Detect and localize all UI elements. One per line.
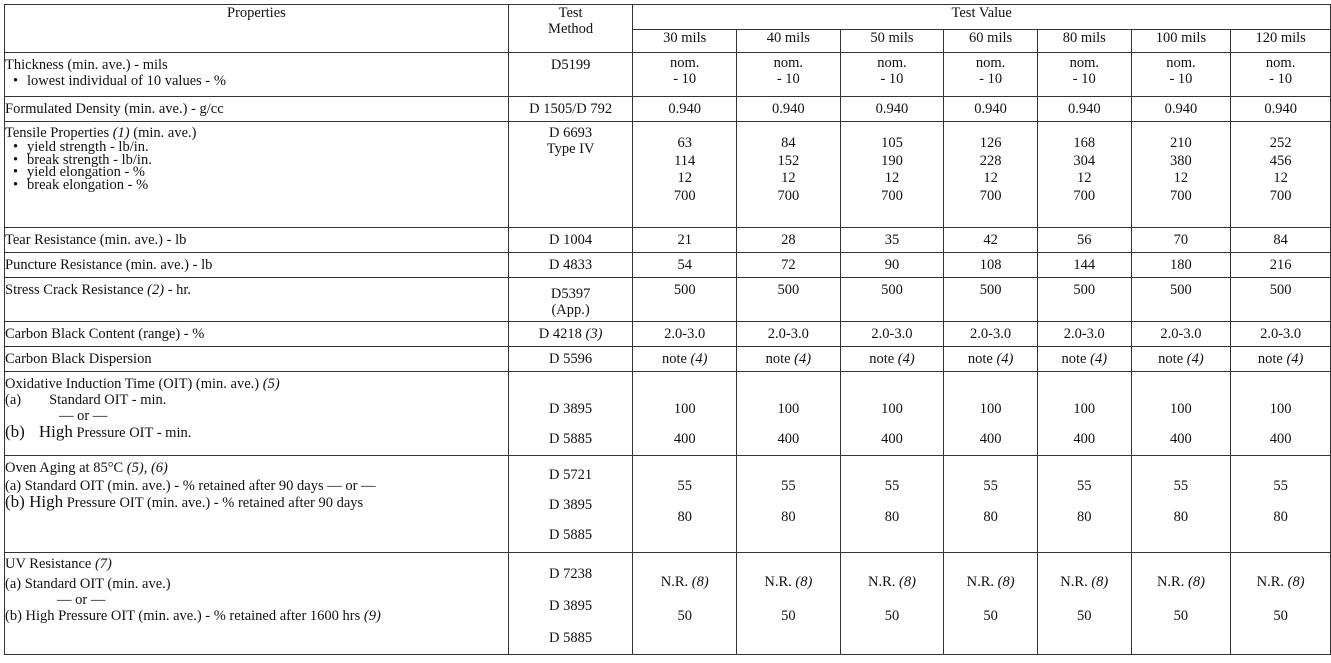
value-minus: - 10 [1269,71,1293,87]
oit-a-line [5,392,508,408]
density-value-30: 0.940 [633,97,737,122]
row-thickness [5,53,1331,97]
stress-crack-value-100: 500 [1131,278,1231,322]
oit-values-120 [1231,372,1331,456]
nr-note: (8) [795,574,813,590]
yield-elongation: 12 [1173,170,1189,186]
header-thickness-60: 60 mils [944,30,1038,53]
oven-property [5,456,509,553]
cb-content-label: Carbon Black Content (range) - % [5,322,509,347]
uv-note: (7) [94,556,112,572]
uv-label-line [5,556,508,572]
yield-strength: 84 [781,135,796,151]
uv-method-3: D 5885 [549,630,593,646]
cb-dispersion-value-50 [840,347,944,372]
uv-nr [633,565,736,599]
tensile-method-line2: Type IV [546,141,595,157]
oven-standard: 55 [781,478,796,494]
stress-crack-suffix: - hr. [167,282,192,298]
oven-standard: 55 [677,478,692,494]
cb-content-value-120: 2.0-3.0 [1231,322,1331,347]
oit-standard: 100 [1170,401,1192,417]
oit-standard: 100 [777,401,800,417]
break-strength: 304 [1073,152,1096,169]
properties-table [4,4,1331,655]
oit-method-standard: D 3895 [549,401,593,417]
row-carbon-black-dispersion [5,347,1331,372]
tensile-method [508,122,633,228]
thickness-value-80 [1037,53,1131,97]
oven-values-50 [840,456,944,553]
yield-strength: 105 [881,135,903,151]
tear-value-120: 84 [1231,228,1331,253]
oit-high: 400 [1170,431,1192,447]
break-elongation: 700 [1269,187,1292,204]
note-text: note [869,351,895,367]
header-thickness-100: 100 mils [1131,30,1231,53]
tear-value-80: 56 [1037,228,1131,253]
stress-crack-value-80: 500 [1037,278,1131,322]
tear-value-60: 42 [944,228,1038,253]
tensile-values-40 [737,122,841,228]
value-minus: - 10 [776,71,800,87]
row-density [5,97,1331,122]
oit-method-high: D 5885 [549,431,593,447]
value-nom: nom. [975,55,1006,71]
density-value-120: 0.940 [1231,97,1331,122]
tensile-label-suffix: (min. ave.) [133,125,197,141]
note-ref: (4) [690,351,708,367]
nr-text: N.R. [1060,574,1088,590]
tensile-label: Tensile Properties [5,125,110,141]
oven-notes: (5), (6) [126,460,168,476]
oit-b-high: High [38,422,73,441]
header-test-method [508,5,633,53]
row-tensile [5,122,1331,228]
thickness-value-40 [737,53,841,97]
note-ref: (4) [1186,351,1204,367]
note-ref: (4) [897,351,915,367]
nr-text: N.R. [1256,574,1285,590]
oven-high: 80 [677,509,692,525]
cb-dispersion-value-60 [944,347,1038,372]
note-text: note [1061,351,1087,367]
row-stress-crack [5,278,1331,322]
uv-methods [508,553,633,655]
uv-nr [1231,565,1330,599]
uv-high: 50 [1077,608,1092,624]
value-nom: nom. [1265,55,1296,71]
yield-elongation: 12 [1077,170,1092,186]
value-nom: nom. [877,55,907,71]
oit-a-label: Standard OIT - min. [49,392,167,408]
stress-crack-method-line2: (App.) [551,302,590,318]
cb-content-value-80: 2.0-3.0 [1037,322,1131,347]
density-label: Formulated Density (min. ave.) - g/cc [5,97,509,122]
tear-label: Tear Resistance (min. ave.) - lb [5,228,509,253]
oven-standard: 55 [983,478,998,494]
oven-high: 80 [1077,509,1092,525]
cb-content-method [508,322,633,347]
row-oit [5,372,1331,456]
uv-or: — or — [57,592,106,608]
oit-high: 400 [777,431,800,447]
oven-standard: 55 [1077,478,1092,494]
tear-value-100: 70 [1131,228,1231,253]
oit-values-30 [633,372,737,456]
nr-text: N.R. [660,574,689,590]
oit-standard: 100 [1073,401,1096,417]
oven-values-80 [1037,456,1131,553]
header-test-value: Test Value [633,5,1331,30]
uv-nr [737,565,840,599]
row-oven-aging [5,456,1331,553]
puncture-value-50: 90 [840,253,944,278]
note-ref: (4) [1286,351,1304,367]
cb-dispersion-label: Carbon Black Dispersion [5,347,509,372]
tensile-sub-yield-elongation: • yield elongation - % [5,166,508,179]
stress-crack-value-50: 500 [840,278,944,322]
tear-value-40: 28 [737,228,841,253]
tensile-property [5,122,509,228]
oit-standard: 100 [979,401,1002,417]
break-strength: 228 [979,152,1002,169]
oven-b-label: Pressure OIT (min. ave.) - % retained after 90 days [66,495,364,511]
tensile-method-line1: D 6693 [549,125,593,141]
row-tear [5,228,1331,253]
cb-content-value-100: 2.0-3.0 [1131,322,1231,347]
tensile-values-100 [1131,122,1231,228]
oven-values-40 [737,456,841,553]
cb-content-value-40: 2.0-3.0 [737,322,841,347]
tensile-values-80 [1037,122,1131,228]
uv-values-60 [944,553,1038,655]
value-minus: - 10 [979,71,1003,87]
nr-text: N.R. [764,574,792,590]
uv-values-50 [840,553,944,655]
stress-crack-note: (2) [147,282,165,298]
value-nom: nom. [1069,55,1099,71]
row-uv-resistance [5,553,1331,655]
uv-a-label: (a) Standard OIT (min. ave.) [5,576,171,592]
value-minus: - 10 [1072,71,1096,87]
oven-method-3: D 5885 [549,527,593,543]
oven-b-prefix: (b) High [5,492,64,511]
note-text: note [661,351,687,367]
oven-label: Oven Aging at 85°C [5,460,124,476]
uv-high: 50 [1273,608,1288,624]
oven-method-2: D 3895 [549,497,593,513]
break-elongation: 700 [673,187,696,204]
break-strength: 190 [881,152,903,169]
break-elongation: 700 [777,187,800,204]
note-text: note [1158,351,1184,367]
oven-values-100 [1131,456,1231,553]
oit-a-prefix: (a) [5,392,22,408]
thickness-value-60 [944,53,1038,97]
cb-dispersion-value-30 [633,347,737,372]
tensile-values-30 [633,122,737,228]
oit-high: 400 [673,431,696,447]
oven-methods [508,456,633,553]
header-properties: Properties [5,5,509,53]
thickness-label: Thickness (min. ave.) - mils [5,57,168,73]
break-strength: 380 [1170,152,1192,169]
uv-high: 50 [983,608,998,624]
note-text: note [967,351,993,367]
break-elongation: 700 [979,187,1002,204]
note-ref: (4) [794,351,812,367]
header-test-method-line2: Method [548,21,594,37]
value-minus: - 10 [1169,71,1193,87]
uv-b-note: (9) [363,608,381,624]
header-thickness-30: 30 mils [633,30,737,53]
break-elongation: 700 [881,187,903,204]
density-method: D 1505/D 792 [508,97,633,122]
stress-crack-value-60: 500 [944,278,1038,322]
puncture-label: Puncture Resistance (min. ave.) - lb [5,253,509,278]
stress-crack-value-40: 500 [737,278,841,322]
header-thickness-80: 80 mils [1037,30,1131,53]
nr-note: (8) [1287,574,1305,590]
yield-elongation: 12 [884,170,900,186]
yield-elongation: 12 [1273,170,1288,186]
oit-property [5,372,509,456]
oven-a-label: (a) Standard OIT (min. ave.) - % retained after 90 days — or — [5,478,376,494]
oit-or: — or — [59,408,108,424]
cb-dispersion-value-120 [1231,347,1331,372]
cb-dispersion-value-40 [737,347,841,372]
stress-crack-value-120: 500 [1231,278,1331,322]
uv-method-2: D 3895 [549,598,593,614]
nr-note: (8) [691,574,709,590]
cb-dispersion-value-100 [1131,347,1231,372]
uv-nr [944,565,1037,599]
oven-b-line [5,494,508,511]
uv-values-80 [1037,553,1131,655]
puncture-value-120: 216 [1231,253,1331,278]
tensile-sub-yield-strength: • yield strength - lb/in. [5,141,508,154]
puncture-method: D 4833 [508,253,633,278]
yield-strength: 210 [1170,135,1192,151]
oit-label-line [5,376,508,392]
oit-high: 400 [881,431,903,447]
nr-note: (8) [899,574,916,590]
note-text: note [1257,351,1283,367]
nr-text: N.R. [1156,574,1185,590]
oit-note: (5) [262,376,280,392]
oit-high: 400 [1073,431,1096,447]
uv-values-100 [1131,553,1231,655]
yield-strength: 63 [677,135,692,151]
cb-dispersion-method: D 5596 [508,347,633,372]
oit-b-label: Pressure OIT - min. [76,425,192,441]
header-thickness-40: 40 mils [737,30,841,53]
cb-content-method-note: (3) [585,326,603,342]
cb-content-value-60: 2.0-3.0 [944,322,1038,347]
value-nom: nom. [1166,55,1196,71]
oit-label: Oxidative Induction Time (OIT) (min. ave.) [5,376,260,392]
note-ref: (4) [1090,351,1108,367]
tensile-sub-break-elongation: • break elongation - % [5,179,508,192]
puncture-value-40: 72 [737,253,841,278]
oit-values-40 [737,372,841,456]
oit-values-60 [944,372,1038,456]
oit-values-100 [1131,372,1231,456]
break-elongation: 700 [1073,187,1096,204]
tensile-note: (1) [112,125,130,141]
nr-note: (8) [1187,574,1205,590]
oit-standard: 100 [673,401,696,417]
oit-b-line [5,424,508,441]
break-strength: 152 [777,152,800,169]
yield-elongation: 12 [781,170,796,186]
thickness-value-100 [1131,53,1231,97]
puncture-value-60: 108 [944,253,1038,278]
oit-high: 400 [979,431,1002,447]
uv-values-30 [633,553,737,655]
uv-nr [1038,565,1131,599]
tensile-sub-break-strength: • break strength - lb/in. [5,154,508,167]
thickness-method: D5199 [508,53,633,97]
oit-values-80 [1037,372,1131,456]
nr-text: N.R. [966,574,995,590]
oven-high: 80 [1273,509,1288,525]
uv-label: UV Resistance [5,556,92,572]
nr-note: (8) [997,574,1015,590]
value-nom: nom. [773,55,804,71]
row-puncture [5,253,1331,278]
oit-standard: 100 [881,401,903,417]
uv-b-label: (b) High Pressure OIT (min. ave.) - % retained after 1600 hrs [5,608,361,624]
oven-values-120 [1231,456,1331,553]
break-strength: 114 [674,152,696,169]
stress-crack-property [5,278,509,322]
yield-strength: 252 [1269,135,1292,151]
uv-high: 50 [884,608,900,624]
break-elongation: 700 [1170,187,1192,204]
header-test-method-line1: Test [558,5,583,21]
nr-text: N.R. [867,574,896,590]
value-minus: - 10 [673,71,697,87]
thickness-value-30 [633,53,737,97]
nr-note: (8) [1091,574,1109,590]
density-value-60: 0.940 [944,97,1038,122]
stress-crack-value-30: 500 [633,278,737,322]
thickness-value-120 [1231,53,1331,97]
cb-content-value-50: 2.0-3.0 [840,322,944,347]
uv-high: 50 [677,608,692,624]
row-carbon-black-content [5,322,1331,347]
tear-value-30: 21 [633,228,737,253]
value-minus: - 10 [880,71,904,87]
thickness-value-50 [840,53,944,97]
uv-high: 50 [1173,608,1189,624]
yield-elongation: 12 [983,170,998,186]
uv-nr [1132,565,1231,599]
oit-b-prefix: (b) [5,422,25,441]
oven-standard: 55 [1273,478,1288,494]
density-value-100: 0.940 [1131,97,1231,122]
tensile-values-50 [840,122,944,228]
uv-values-40 [737,553,841,655]
thickness-sub: • lowest individual of 10 values - % [5,73,508,89]
uv-values-120 [1231,553,1331,655]
oven-method-1: D 5721 [549,467,593,483]
oit-high: 400 [1269,431,1292,447]
header-thickness-120: 120 mils [1231,30,1331,53]
oven-label-line [5,460,508,476]
cb-dispersion-value-80 [1037,347,1131,372]
oit-values-50 [840,372,944,456]
stress-crack-label: Stress Crack Resistance [5,282,144,298]
tear-method: D 1004 [508,228,633,253]
uv-method-1: D 7238 [549,566,593,582]
yield-elongation: 12 [677,170,692,186]
uv-property [5,553,509,655]
header-thickness-50: 50 mils [840,30,944,53]
oven-high: 80 [781,509,796,525]
uv-b-line [5,608,508,624]
tear-value-50: 35 [840,228,944,253]
oit-methods [508,372,633,456]
cb-content-value-30: 2.0-3.0 [633,322,737,347]
density-value-40: 0.940 [737,97,841,122]
cb-content-method-text: D 4218 [538,326,582,342]
puncture-value-80: 144 [1037,253,1131,278]
density-value-50: 0.940 [840,97,944,122]
oven-standard: 55 [884,478,900,494]
stress-crack-method-line1: D5397 [550,286,591,302]
note-text: note [765,351,791,367]
uv-high: 50 [781,608,796,624]
puncture-value-30: 54 [633,253,737,278]
oven-high: 80 [1173,509,1189,525]
puncture-value-100: 180 [1131,253,1231,278]
uv-nr [841,565,944,599]
thickness-property [5,53,509,97]
yield-strength: 126 [979,135,1002,151]
oven-standard: 55 [1173,478,1189,494]
value-nom: nom. [670,55,700,71]
density-value-80: 0.940 [1037,97,1131,122]
note-ref: (4) [996,351,1014,367]
oven-high: 80 [983,509,998,525]
oven-high: 80 [884,509,900,525]
stress-crack-method [508,278,633,322]
oven-values-60 [944,456,1038,553]
yield-strength: 168 [1073,135,1096,151]
oit-standard: 100 [1269,401,1292,417]
break-strength: 456 [1269,152,1292,169]
tensile-values-120 [1231,122,1331,228]
oven-values-30 [633,456,737,553]
tensile-values-60 [944,122,1038,228]
